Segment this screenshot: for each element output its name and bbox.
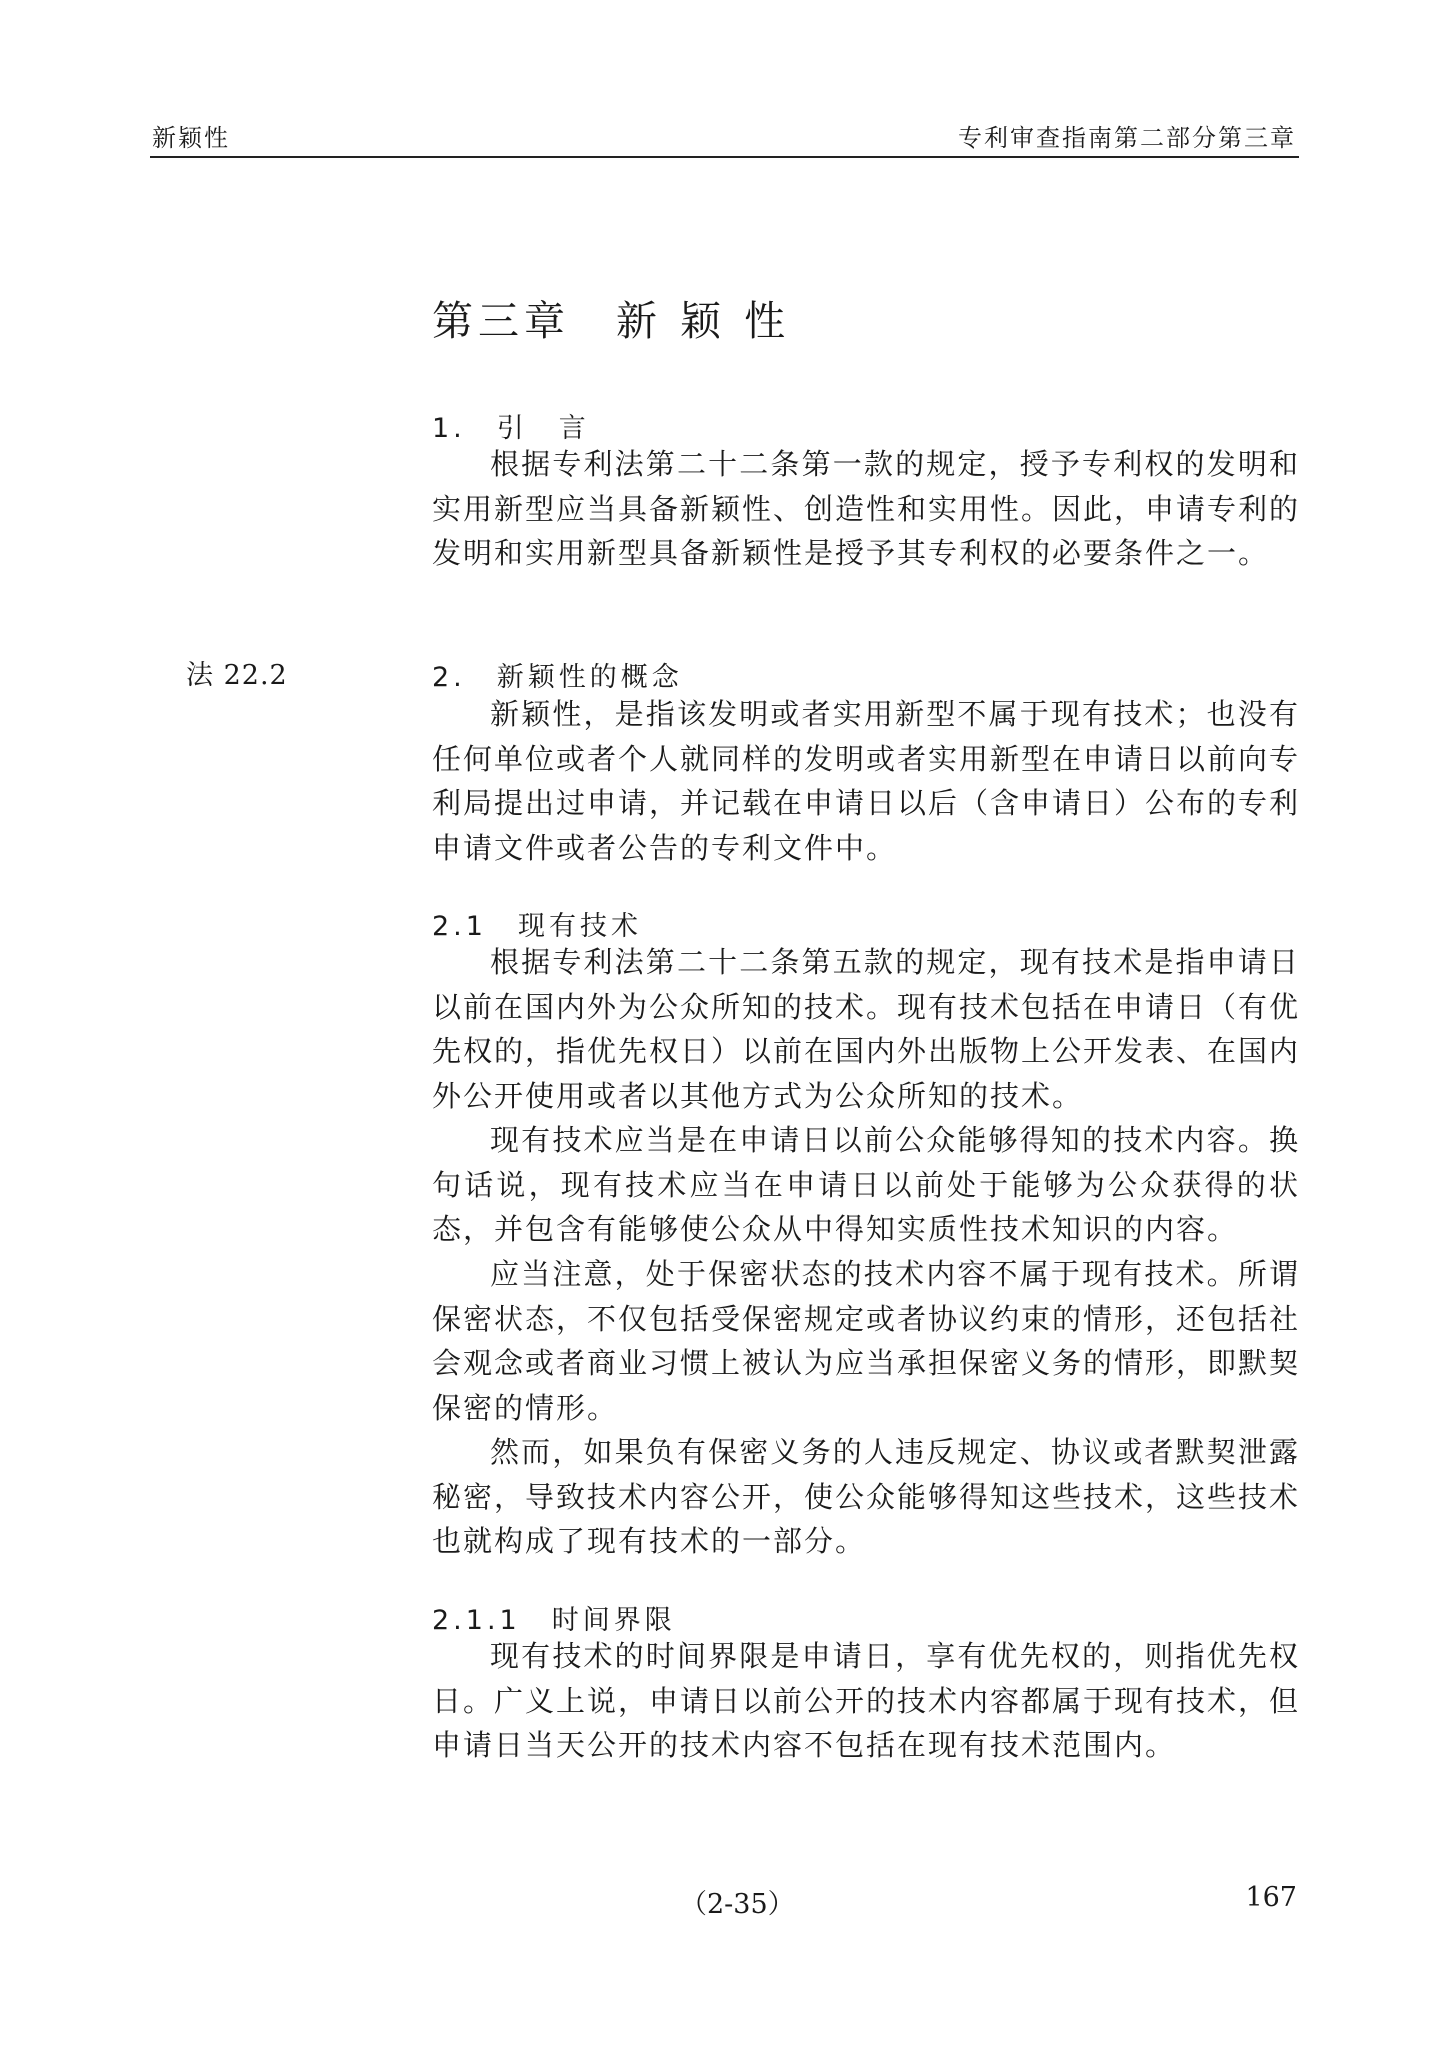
header-divider [150, 156, 1299, 158]
paragraph-2-1-c: 应当注意，处于保密状态的技术内容不属于现有技术。所谓保密状态，不仅包括受保密规定或者协议约束的情形，还包括社会观念或者商业习惯上被认为应当承担保密义务的情形，即默契保密的情形。 [432, 1257, 1301, 1425]
paragraph-2-1-b: 现有技术应当是在申请日以前公众能够得知的技术内容。换句话说，现有技术应当在申请日以前处于能够为公众获得的状态，并包含有能够使公众从中得知实质性技术知识的内容。 [432, 1123, 1300, 1246]
paragraph-2-1-a: 根据专利法第二十二条第五款的规定，现有技术是指申请日以前在国内外为公众所知的技术。现有技术包括在申请日（有优先权的，指优先权日）以前在国内外出版物上公开发表、在国内外公开使用或者以其他方式为公众所知的技术。 [432, 945, 1301, 1113]
running-header-left: 新颖性 [152, 124, 230, 152]
paragraph-1: 根据专利法第二十二条第一款的规定，授予专利权的发明和实用新型应当具备新颖性、创造性和实用性。因此，申请专利的发明和实用新型具备新颖性是授予其专利权的必要条件之一。 [432, 447, 1301, 570]
chapter-title: 第三章 新 颖 性 [432, 297, 791, 345]
page-number: 167 [1245, 1882, 1297, 1913]
section-heading-2: 2. 新颖性的概念 [432, 662, 683, 693]
paragraph-2-1-1: 现有技术的时间界限是申请日，享有优先权的，则指优先权日。广义上说，申请日以前公开的技术内容都属于现有技术，但申请日当天公开的技术内容不包括在现有技术范围内。 [432, 1639, 1301, 1762]
margin-note-law-reference: 法 22.2 [186, 660, 288, 691]
section-heading-2-1: 2.1 现有技术 [432, 911, 642, 942]
footer-section-code: （2-35） [680, 1889, 795, 1920]
running-header-right: 专利审查指南第二部分第三章 [958, 124, 1296, 152]
paragraph-2-1-d: 然而，如果负有保密义务的人违反规定、协议或者默契泄露秘密，导致技术内容公开，使公众能够得知这些技术，这些技术也就构成了现有技术的一部分。 [432, 1435, 1301, 1558]
section-heading-1: 1. 引 言 [432, 413, 590, 444]
section-heading-2-1-1: 2.1.1 时间界限 [432, 1605, 676, 1636]
paragraph-2: 新颖性，是指该发明或者实用新型不属于现有技术；也没有任何单位或者个人就同样的发明或者实用新型在申请日以前向专利局提出过申请，并记载在申请日以后（含申请日）公布的专利申请文件或者公告的专利文件中。 [432, 697, 1301, 865]
